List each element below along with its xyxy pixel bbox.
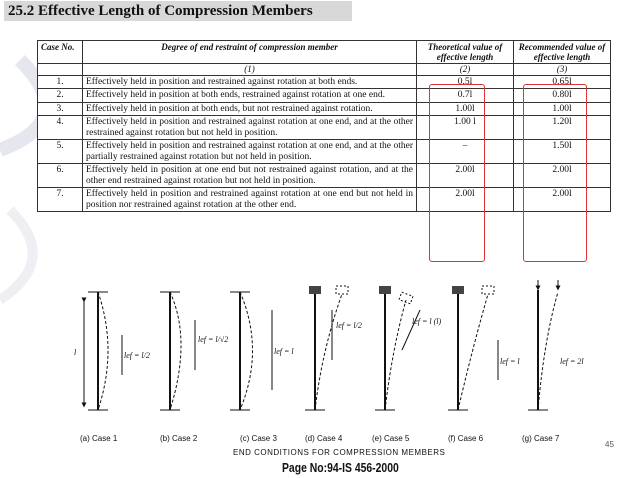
case-label-a: (a) Case 1 [80, 434, 118, 443]
row-theoretical: 1.00 l [417, 116, 514, 140]
row-recommended: 2.00l [514, 188, 611, 212]
row-degree: Effectively held in position and restrained against rotation at one end, and at the other restrained against rotation but not held in position. [83, 116, 417, 140]
header-recommended: Recommended value of effective length [514, 41, 611, 64]
case-label-c: (c) Case 3 [240, 434, 277, 443]
row-recommended: 1.00l [514, 102, 611, 116]
col-number-1: (1) [83, 64, 417, 76]
header-degree: Degree of end restraint of compression member [83, 41, 417, 64]
case-label-f: (f) Case 6 [448, 434, 484, 443]
header-theoretical: Theoretical value of effective length [417, 41, 514, 64]
col-number-3: (3) [514, 64, 611, 76]
row-recommended: 1.50l [514, 140, 611, 164]
theoretical-highlight-box [429, 84, 485, 262]
recommended-highlight-box [523, 84, 587, 262]
section-title: 25.2 Effective Length of Compression Members [4, 1, 352, 21]
row-degree: Effectively held in position at both ends, but not restrained against rotation. [83, 102, 417, 116]
row-case: 7. [38, 188, 83, 212]
row-case: 3. [38, 102, 83, 116]
row-degree: Effectively held in position and restrained against rotation at one end, and at the other partially restrained against rotation but not held in position. [83, 140, 417, 164]
table-header-row [38, 41, 611, 64]
row-recommended: 0.80l [514, 89, 611, 103]
diagram-caption: END CONDITIONS FOR COMPRESSION MEMBERS [233, 448, 446, 457]
row-recommended: 1.20l [514, 116, 611, 140]
row-case: 6. [38, 164, 83, 188]
row-case: 2. [38, 89, 83, 103]
row-case: 4. [38, 116, 83, 140]
header-case: Case No. [38, 41, 83, 64]
slide-number: 45 [605, 440, 614, 449]
lef-label-case1: lef = l/2 [124, 351, 150, 360]
row-case: 1. [38, 75, 83, 89]
case-label-g: (g) Case 7 [522, 434, 560, 443]
row-case: 5. [38, 140, 83, 164]
row-theoretical: 1.00l [417, 102, 514, 116]
col-number-blank [38, 64, 83, 76]
case-label-d: (d) Case 4 [305, 434, 343, 443]
row-recommended: 2.00l [514, 164, 611, 188]
row-degree: Effectively held in position at one end but not restrained against rotation, and at the other end restrained against rotation but not held in position. [83, 164, 417, 188]
row-theoretical: 2.00l [417, 188, 514, 212]
row-degree: Effectively held in position and restrained against rotation at both ends. [83, 75, 417, 89]
row-degree: Effectively held in position and restrained against rotation at one end but not held in position nor restrained against rotation at the other end. [83, 188, 417, 212]
row-recommended: 0.65l [514, 75, 611, 89]
case-label-b: (b) Case 2 [160, 434, 198, 443]
lef-label-case6: lef = l [500, 357, 520, 366]
lef-label-case3: lef = l [274, 347, 294, 356]
row-degree: Effectively held in position at both ends, restrained against rotation at one end. [83, 89, 417, 103]
row-theoretical: 0.7l [417, 89, 514, 103]
end-conditions-diagram [60, 280, 600, 458]
lef-label-case2: lef = l/√2 [198, 335, 229, 344]
lef-label-case4: lef = l/2 [336, 321, 362, 330]
length-label: l [74, 348, 77, 357]
row-theoretical: 2.00l [417, 164, 514, 188]
lef-label-case7: lef = 2l [560, 357, 584, 366]
row-theoretical: – [417, 140, 514, 164]
case-label-e: (e) Case 5 [372, 434, 410, 443]
col-number-2: (2) [417, 64, 514, 76]
lef-label-case5: lef = l (l) [412, 317, 442, 326]
page-reference: Page No:94-IS 456-2000 [282, 460, 399, 475]
column-number-row [38, 64, 611, 76]
row-theoretical: 0.5l [417, 75, 514, 89]
